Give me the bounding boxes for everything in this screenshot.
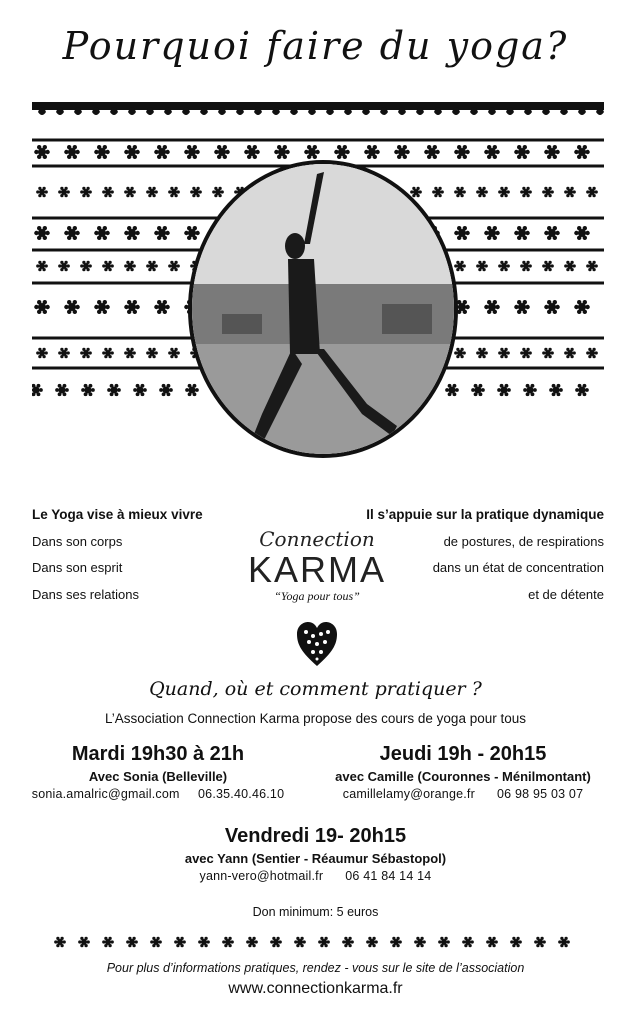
right-line: de postures, de respirations bbox=[443, 533, 604, 549]
practice-intro: L’Association Connection Karma propose des cours de yoga pour tous bbox=[104, 711, 526, 726]
session-day: Mardi 19h30 à 21h bbox=[71, 743, 245, 765]
donation-text: Don minimum: 5 euros bbox=[252, 905, 379, 919]
left-heading: Le Yoga vise à mieux vivre bbox=[32, 507, 203, 522]
heart-icon bbox=[297, 622, 337, 668]
practice-heading: Quand, où et comment pratiquer ? bbox=[149, 678, 482, 700]
session-day: Vendredi 19- 20h15 bbox=[224, 825, 407, 847]
yoga-photo bbox=[188, 160, 458, 458]
decorative-border bbox=[52, 932, 582, 952]
session-email: camillelamy@orange.fr bbox=[342, 787, 475, 801]
left-line: Dans ses relations bbox=[32, 586, 139, 602]
left-column bbox=[32, 502, 203, 608]
session-contact bbox=[318, 787, 608, 801]
footer-url[interactable]: www.connectionkarma.fr bbox=[228, 980, 403, 997]
logo-karma: KARMA bbox=[247, 549, 387, 590]
session-day: Jeudi 19h - 20h15 bbox=[379, 743, 547, 765]
connection-karma-logo bbox=[232, 527, 402, 604]
session-teacher: avec Camille (Couronnes - Ménilmontant) bbox=[335, 769, 591, 784]
session-phone: 06 98 95 03 07 bbox=[497, 787, 584, 801]
lotus-row bbox=[32, 102, 604, 110]
session-mardi bbox=[28, 743, 288, 804]
session-contact bbox=[28, 787, 288, 801]
session-phone: 06.35.40.46.10 bbox=[198, 787, 285, 801]
session-teacher: avec Yann (Sentier - Réaumur Sébastopol) bbox=[184, 851, 447, 866]
page-title: Pourquoi faire du yoga? bbox=[62, 24, 569, 68]
session-teacher: Avec Sonia (Belleville) bbox=[88, 769, 228, 784]
right-line: et de détente bbox=[528, 586, 604, 602]
session-vendredi bbox=[0, 825, 631, 886]
logo-connection: Connection bbox=[259, 527, 375, 551]
left-line: Dans son corps bbox=[32, 533, 123, 549]
left-line: Dans son esprit bbox=[32, 560, 123, 575]
logo-tagline: “Yoga pour tous” bbox=[274, 589, 360, 603]
session-email: sonia.amalric@gmail.com bbox=[31, 787, 180, 801]
session-contact bbox=[0, 869, 631, 883]
footer-note: Pour plus d’informations pratiques, rendez - vous sur le site de l’association bbox=[106, 961, 525, 975]
session-email: yann-vero@hotmail.fr bbox=[199, 869, 324, 883]
right-heading: Il s’appuie sur la pratique dynamique bbox=[366, 507, 604, 522]
session-phone: 06 41 84 14 14 bbox=[345, 869, 432, 883]
right-line: dans un état de concentration bbox=[432, 560, 604, 575]
session-jeudi bbox=[318, 743, 608, 804]
